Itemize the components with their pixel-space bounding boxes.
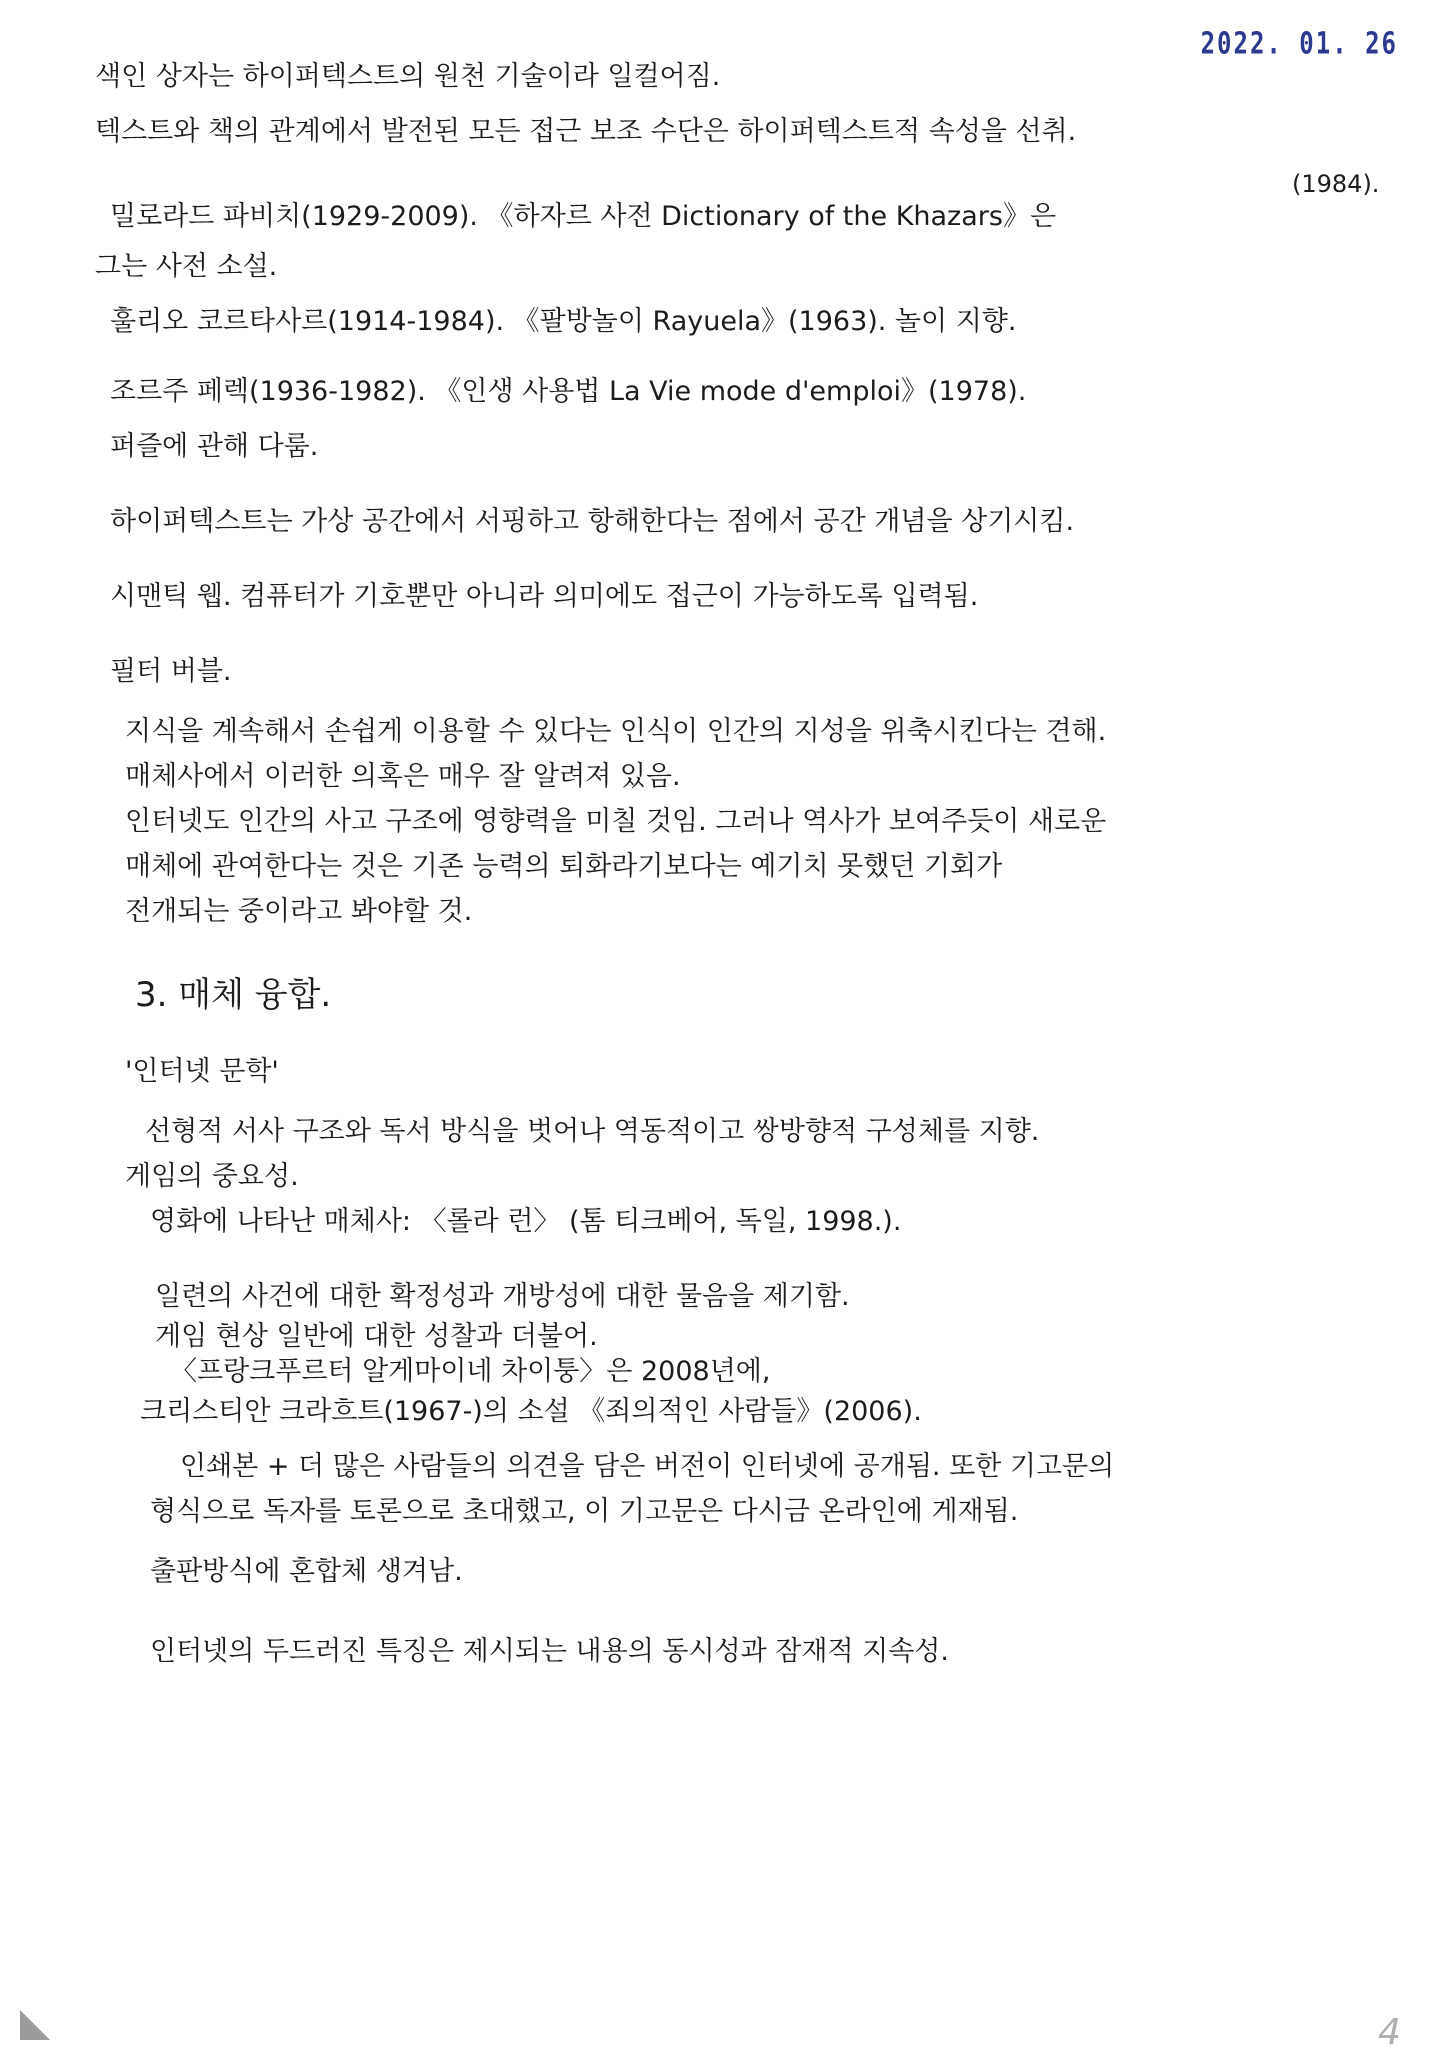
note-line-5: 훌리오 코르타사르(1914-1984). 《팔방놀이 Rayuela》(1963). 놀이 지향. [110,306,1017,337]
note-line-7: 퍼즐에 관해 다룸. [110,431,319,462]
note-line-11: 지식을 계속해서 손쉽게 이용할 수 있다는 인식이 인간의 지성을 위축시킨다는 견해. [125,716,1107,747]
note-year-annotation: (1984). [1292,170,1380,198]
page-number: 4 [1378,2012,1401,2053]
note-line-25: 인쇄본 + 더 많은 사람들의 의견을 담은 버전이 인터넷에 공개됨. 또한 기고문의 [180,1451,1115,1482]
note-line-13: 인터넷도 인간의 사고 구조에 영향력을 미칠 것임. 그러나 역사가 보여주듯이 새로운 [125,806,1107,837]
note-line-24: 크리스티안 크라흐트(1967-)의 소설 《죄의적인 사람들》(2006). [140,1396,922,1427]
note-line-20: 영화에 나타난 매체사: 〈롤라 런〉 (톰 티크베어, 독일, 1998.). [150,1206,902,1237]
note-line-10: 필터 버블. [110,656,232,687]
note-line-26: 형식으로 독자를 토론으로 초대했고, 이 기고문은 다시금 온라인에 게재됨. [150,1496,1019,1527]
note-line-9: 시맨틱 웹. 컴퓨터가 기호뿐만 아니라 의미에도 접근이 가능하도록 입력됨. [110,581,979,612]
note-line-22: 게임 현상 일반에 대한 성찰과 더불어. [155,1321,598,1352]
section-heading: 3. 매체 융합. [135,975,332,1015]
note-line-17: '인터넷 문학' [125,1056,279,1087]
note-line-1: 색인 상자는 하이퍼텍스트의 원천 기술이라 일컬어짐. [95,61,721,92]
note-line-19: 게임의 중요성. [125,1161,299,1192]
note-line-8: 하이퍼텍스트는 가상 공간에서 서핑하고 항해한다는 점에서 공간 개념을 상기시킴. [110,506,1075,537]
note-line-12: 매체사에서 이러한 의혹은 매우 잘 알려져 있음. [125,761,681,792]
note-line-14: 매체에 관여한다는 것은 기존 능력의 퇴화라기보다는 예기치 못했던 기회가 [125,851,1003,882]
note-line-2: 텍스트와 책의 관계에서 발전된 모든 접근 보조 수단은 하이퍼텍스트적 속성을 선취. [95,116,1077,147]
note-line-6: 조르주 페렉(1936-1982). 《인생 사용법 La Vie mode d'emploi》(1978). [110,376,1027,407]
note-line-15: 전개되는 중이라고 봐야할 것. [125,896,473,927]
note-line-3: 밀로라드 파비치(1929-2009). 《하자르 사전 Dictionary of the Khazars》은 [110,201,1057,232]
note-line-4: 그는 사전 소설. [95,251,278,282]
date-stamp: 2022. 01. 26 [1200,26,1398,61]
note-line-21: 일련의 사건에 대한 확정성과 개방성에 대한 물음을 제기함. [155,1281,850,1312]
note-line-18: 선형적 서사 구조와 독서 방식을 벗어나 역동적이고 쌍방향적 구성체를 지향. [145,1116,1040,1147]
note-line-27: 출판방식에 혼합체 생겨남. [150,1556,463,1587]
note-line-23: 〈프랑크푸르터 알게마이네 차이퉁〉은 2008년에, [170,1356,771,1387]
scan-corner-mark [20,2010,50,2040]
note-line-28: 인터넷의 두드러진 특징은 제시되는 내용의 동시성과 잠재적 지속성. [150,1636,949,1667]
